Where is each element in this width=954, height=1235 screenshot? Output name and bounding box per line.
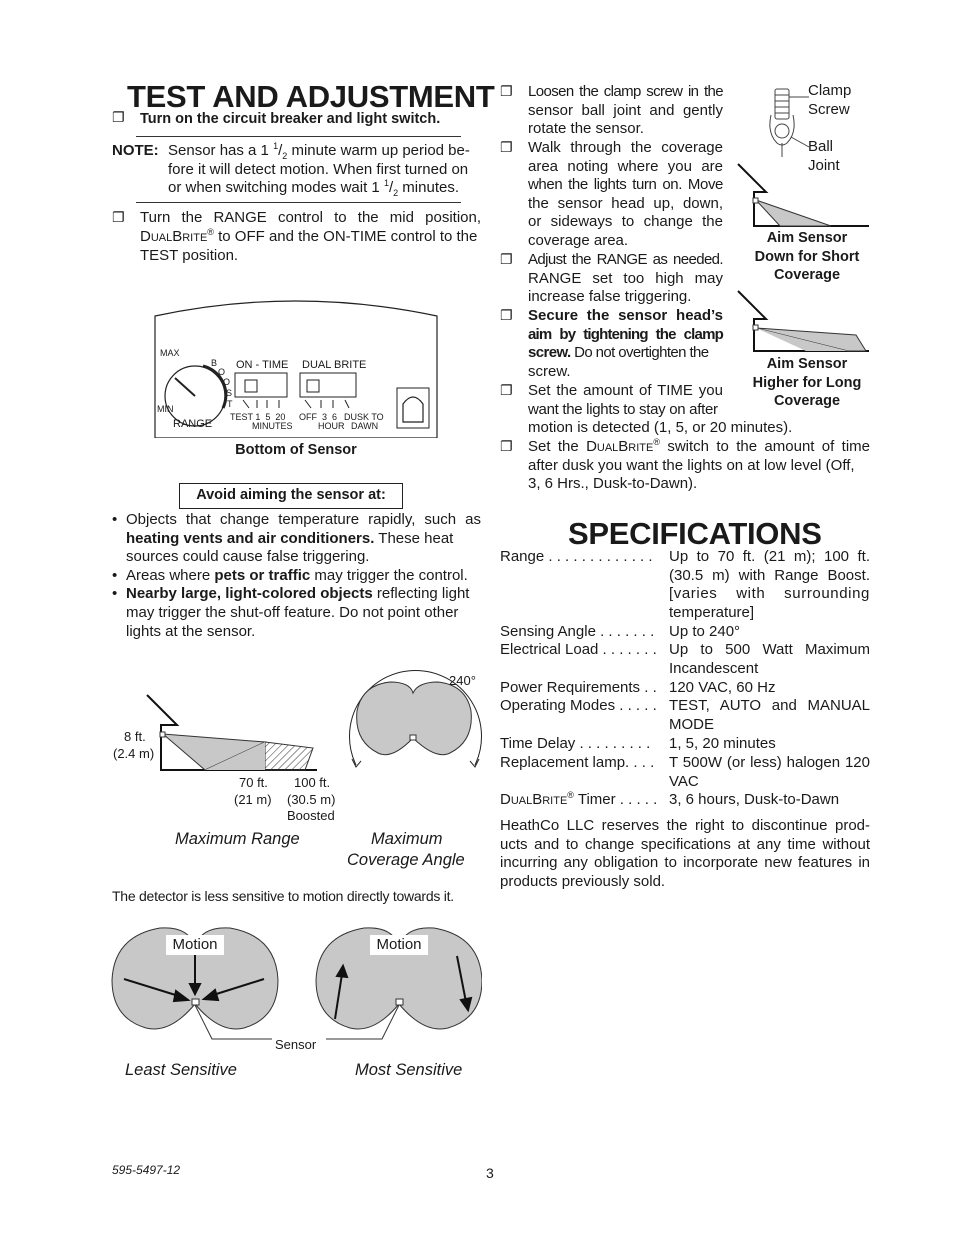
fraction-den: 2 bbox=[393, 188, 399, 198]
step-range bbox=[112, 209, 482, 269]
checkbox-icon: ❐ bbox=[500, 383, 513, 399]
spec-line: VAC bbox=[669, 772, 699, 790]
label-dusk-to: DUSK TO bbox=[344, 412, 384, 422]
boost-letter: O bbox=[223, 377, 231, 387]
dual-values: OFF 3 6 bbox=[299, 412, 338, 422]
spec-line: Up to 500 Watt Maximum bbox=[669, 641, 870, 658]
checkbox-icon: ❐ bbox=[500, 439, 513, 455]
spec-value bbox=[669, 697, 870, 734]
spec-line: (30.5 m) with Range Boost. bbox=[669, 566, 870, 584]
spec-line: TEST, AUTO and MANUAL bbox=[669, 697, 870, 714]
caption-max-angle-1: Maximum bbox=[371, 830, 443, 848]
step-line: when the lights turn on. Move bbox=[528, 176, 723, 194]
fraction-den: 2 bbox=[282, 151, 288, 161]
sensor-mark bbox=[160, 732, 165, 737]
dial-pointer bbox=[175, 378, 195, 396]
label-minutes: MINUTES bbox=[252, 421, 293, 431]
note-text: Sensor has a 1 bbox=[168, 142, 274, 159]
step-line: Set the amount of TIME you bbox=[528, 382, 723, 399]
registered-mark: ® bbox=[207, 227, 214, 237]
checkbox-icon: ❐ bbox=[500, 140, 513, 156]
checkbox-icon: ❐ bbox=[500, 252, 513, 268]
step-line: rotate the sensor. bbox=[528, 120, 644, 138]
disclaimer-line: incurring any obligation to incorporate new features in bbox=[500, 854, 870, 872]
bold-text: pets or traffic bbox=[214, 567, 311, 584]
spec-timer bbox=[500, 791, 870, 810]
spec-line: MODE bbox=[669, 715, 714, 733]
spec-range bbox=[500, 548, 870, 624]
label-boosted: Boosted bbox=[287, 808, 335, 823]
label-clamp: Clamp bbox=[808, 82, 852, 99]
note-text: or when switching modes wait 1 bbox=[168, 179, 384, 196]
step-dualbrite bbox=[528, 438, 870, 494]
label-height-m: (2.4 m) bbox=[113, 746, 155, 761]
spec-key: Power Requirements . . bbox=[500, 679, 657, 696]
dual-brite-slider[interactable] bbox=[307, 380, 319, 392]
on-time-values: TEST 1 5 20 bbox=[230, 412, 286, 422]
label-range: RANGE bbox=[173, 418, 213, 430]
spec-modes bbox=[500, 697, 870, 735]
aim-down-diagram bbox=[736, 162, 871, 228]
max-range-diagram bbox=[145, 690, 335, 775]
checkbox-icon: ❐ bbox=[500, 84, 513, 100]
step-adjust-range bbox=[528, 251, 723, 307]
caption-max-range: Maximum Range bbox=[175, 830, 300, 848]
spec-key bbox=[500, 791, 657, 810]
caption-line: Coverage bbox=[773, 267, 841, 284]
on-time-switch[interactable] bbox=[235, 373, 287, 397]
label-height: 8 ft. bbox=[124, 729, 146, 744]
label-30m: (30.5 m) bbox=[287, 792, 336, 807]
divider bbox=[136, 202, 461, 203]
step-line: Secure the sensor head’s bbox=[528, 307, 723, 324]
spec-value: Up to 240° bbox=[669, 623, 741, 640]
step-line: want the lights to stay on after bbox=[528, 400, 718, 418]
label-sensor: Sensor bbox=[275, 1037, 317, 1052]
text: Timer . . . . . bbox=[573, 791, 658, 808]
spec-line: T 500W (or less) halogen 120 bbox=[669, 754, 870, 771]
spec-line: Up to 70 ft. (21 m); 100 ft. bbox=[669, 548, 870, 565]
caption-max-angle-2: Coverage Angle bbox=[347, 851, 465, 869]
caption-line: Higher for Long bbox=[752, 374, 862, 391]
dual-brite-switch[interactable] bbox=[300, 373, 356, 397]
spec-load bbox=[500, 641, 870, 679]
spec-line: temperature] bbox=[669, 603, 755, 621]
step-line: aim by tightening the clamp bbox=[528, 325, 723, 343]
sensor-bottom-diagram bbox=[145, 296, 447, 438]
text: Set the bbox=[528, 438, 587, 455]
label-ball: Ball bbox=[808, 138, 834, 155]
label-motion-1: Motion bbox=[166, 935, 224, 955]
bullet-1-line-1: Objects that change temperature rapidly, such as bbox=[126, 511, 481, 528]
bullet-3-line-2: may trigger the shut-off feature. Do not point other bbox=[126, 604, 459, 621]
spec-line: [varies with surrounding bbox=[669, 585, 870, 603]
document-code: 595-5497-12 bbox=[112, 1163, 181, 1177]
caption-most-sensitive: Most Sensitive bbox=[355, 1061, 463, 1079]
step-line-3: TEST position. bbox=[140, 247, 239, 264]
caption-aim-down bbox=[737, 229, 877, 285]
section-title-specifications: SPECIFICATIONS bbox=[568, 516, 822, 551]
disclaimer-line: HeathCo LLC reserves the right to discontinue prod- bbox=[500, 817, 870, 834]
note-line-2: fore it will detect motion. When first turned on bbox=[168, 161, 469, 178]
caption-line: Coverage bbox=[773, 393, 841, 410]
text: reflecting light bbox=[372, 585, 470, 602]
text: switch to the amount of time bbox=[660, 438, 870, 455]
spec-line: Incandescent bbox=[669, 659, 759, 677]
step-line: Loosen the clamp screw in the bbox=[528, 83, 723, 100]
label-max: MAX bbox=[160, 348, 180, 358]
boosted-area bbox=[265, 742, 313, 770]
step-line: area noting where you are bbox=[528, 157, 723, 175]
bullet-2 bbox=[126, 567, 468, 586]
label-dawn: DAWN bbox=[351, 421, 379, 431]
spec-value: 3, 6 hours, Dusk-to-Dawn bbox=[669, 791, 840, 808]
spec-value bbox=[669, 641, 870, 678]
page-number: 3 bbox=[486, 1165, 494, 1181]
label-dual-brite: DUAL BRITE bbox=[302, 359, 367, 371]
text: These heat bbox=[374, 530, 454, 547]
caption-least-sensitive: Least Sensitive bbox=[125, 1061, 237, 1079]
section-title-test-adjustment: TEST AND ADJUSTMENT bbox=[127, 79, 495, 114]
note-line-1: Sensor has a 1 $^1/_2$ minute warm up period be- bbox=[168, 141, 470, 161]
label-min: MIN bbox=[157, 404, 174, 414]
text: may trigger the control. bbox=[310, 567, 468, 584]
spec-value: 1, 5, 20 minutes bbox=[669, 735, 776, 752]
spec-value bbox=[669, 548, 870, 622]
sensor-mark bbox=[753, 198, 758, 203]
bold-text: screw. bbox=[528, 344, 571, 362]
step-line: 3, 6 Hrs., Dusk-to-Dawn). bbox=[528, 475, 698, 493]
text: Areas where bbox=[126, 567, 215, 584]
lens-icon bbox=[403, 397, 423, 422]
dualbrite-name: DualBrite bbox=[140, 228, 208, 245]
checkbox-icon: ❐ bbox=[112, 210, 125, 226]
step-walk bbox=[528, 139, 723, 251]
disclaimer bbox=[500, 817, 870, 891]
bullet: • bbox=[112, 511, 118, 528]
step-line: after dusk you want the lights on at low level (Off, bbox=[528, 456, 855, 474]
spec-key: Sensing Angle . . . . . . . bbox=[500, 623, 655, 640]
sensor-mark bbox=[192, 999, 199, 1005]
label-100ft: 100 ft. bbox=[294, 775, 331, 790]
label-hour: HOUR bbox=[318, 421, 345, 431]
label-angle: 240° bbox=[449, 673, 476, 688]
fraction-num: 1 bbox=[383, 178, 389, 188]
note-label: NOTE: bbox=[112, 142, 159, 159]
note-text: minute warm up period be- bbox=[287, 142, 470, 159]
label-motion-2: Motion bbox=[370, 935, 428, 955]
label-screw: Screw bbox=[808, 101, 850, 118]
disclaimer-line: products previously sold. bbox=[500, 872, 666, 890]
divider bbox=[136, 136, 461, 137]
step-line-1: Turn the RANGE control to the mid position, bbox=[140, 209, 481, 226]
bullet: • bbox=[112, 567, 118, 584]
spec-value bbox=[669, 754, 870, 791]
step-line bbox=[528, 438, 870, 457]
step-line: Walk through the coverage bbox=[528, 139, 723, 156]
sensor-mark bbox=[396, 999, 403, 1005]
step-line: motion is detected (1, 5, or 20 minutes). bbox=[528, 419, 793, 437]
bold-text: heating vents and air conditioners. bbox=[126, 530, 375, 547]
spec-key: Electrical Load . . . . . . . bbox=[500, 641, 657, 658]
coverage-shape bbox=[357, 682, 472, 755]
boost-letter: B bbox=[211, 358, 218, 368]
step-text: to OFF and the ON-TIME control to the bbox=[213, 228, 478, 245]
caption-line: Aim Sensor bbox=[766, 356, 848, 372]
checkbox-icon: ❐ bbox=[112, 110, 125, 126]
bullet-1-line-2 bbox=[126, 530, 481, 549]
fraction-num: 1 bbox=[273, 141, 279, 151]
on-time-slider[interactable] bbox=[245, 380, 257, 392]
bold-text: Nearby large, light-colored objects bbox=[126, 585, 373, 602]
step-loosen bbox=[528, 83, 723, 139]
boost-letter: T bbox=[227, 399, 233, 409]
spec-key: Replacement lamp. . . . bbox=[500, 754, 655, 771]
avoid-box: Avoid aiming the sensor at: bbox=[179, 483, 403, 509]
registered-mark: ® bbox=[567, 790, 574, 800]
note-text: minutes. bbox=[398, 179, 459, 196]
caption-line: Aim Sensor bbox=[766, 230, 848, 246]
spec-delay bbox=[500, 735, 870, 754]
arrowhead bbox=[470, 759, 479, 767]
arrowhead bbox=[352, 759, 361, 767]
spec-key: Time Delay . . . . . . . . . bbox=[500, 735, 651, 752]
caption-aim-up bbox=[737, 355, 877, 411]
dual-brite-ticks bbox=[305, 400, 349, 408]
bullet-3-line-3: lights at the sensor. bbox=[126, 623, 256, 640]
step-line: or sideways to change the bbox=[528, 213, 723, 231]
step-line: increase false triggering. bbox=[528, 288, 692, 306]
step-secure bbox=[528, 307, 723, 381]
step-line: RANGE set too high may bbox=[528, 269, 723, 287]
step-line bbox=[528, 344, 723, 363]
step-text: Turn on the circuit breaker and light switch. bbox=[140, 111, 441, 127]
dualbrite-name: DualBrite bbox=[586, 438, 654, 455]
step-line: the sensor head up, down, bbox=[528, 194, 723, 212]
step-line: sensor ball joint and gently bbox=[528, 101, 723, 119]
sensitivity-note: The detector is less sensitive to motion directly towards it. bbox=[112, 888, 454, 904]
step-line: Adjust the RANGE as needed. bbox=[528, 251, 723, 268]
label-70ft: 70 ft. bbox=[239, 775, 268, 790]
bullet: • bbox=[112, 585, 118, 602]
caption-line: Down for Short bbox=[754, 248, 860, 265]
step-line: screw. bbox=[528, 362, 571, 380]
label-joint: Joint bbox=[808, 157, 840, 174]
note-line-3: or when switching modes wait 1 $^1/_2$ minutes. bbox=[168, 178, 459, 198]
on-time-ticks bbox=[243, 400, 279, 408]
boost-letter: O bbox=[218, 367, 226, 377]
checkbox-icon: ❐ bbox=[500, 308, 513, 324]
aim-up-diagram bbox=[736, 289, 871, 353]
text: Do not overtighten the bbox=[570, 344, 709, 362]
sensor-mark bbox=[410, 735, 416, 740]
bullet-3-line-1 bbox=[126, 585, 469, 604]
sensor-mark bbox=[753, 325, 758, 330]
boost-letter: S bbox=[226, 388, 233, 398]
spec-key: Range . . . . . . . . . . . . . bbox=[500, 548, 653, 565]
label-21m: (21 m) bbox=[234, 792, 272, 807]
sensor-caption: Bottom of Sensor bbox=[235, 442, 357, 458]
step-line: coverage area. bbox=[528, 231, 629, 249]
spec-lamp bbox=[500, 754, 870, 792]
label-on-time: ON - TIME bbox=[236, 359, 289, 371]
step-line-2 bbox=[140, 228, 477, 247]
spec-value: 120 VAC, 60 Hz bbox=[669, 679, 776, 696]
bullet-1-line-3: sources could cause false triggering. bbox=[126, 548, 370, 565]
coverage-area bbox=[756, 200, 831, 226]
spec-power bbox=[500, 679, 870, 698]
dualbrite-name: DualBrite bbox=[500, 791, 568, 808]
spec-key: Operating Modes . . . . . bbox=[500, 697, 657, 714]
disclaimer-line: ucts and to change specifications at any time without bbox=[500, 835, 870, 853]
spec-angle bbox=[500, 623, 870, 642]
registered-mark: ® bbox=[653, 437, 660, 447]
